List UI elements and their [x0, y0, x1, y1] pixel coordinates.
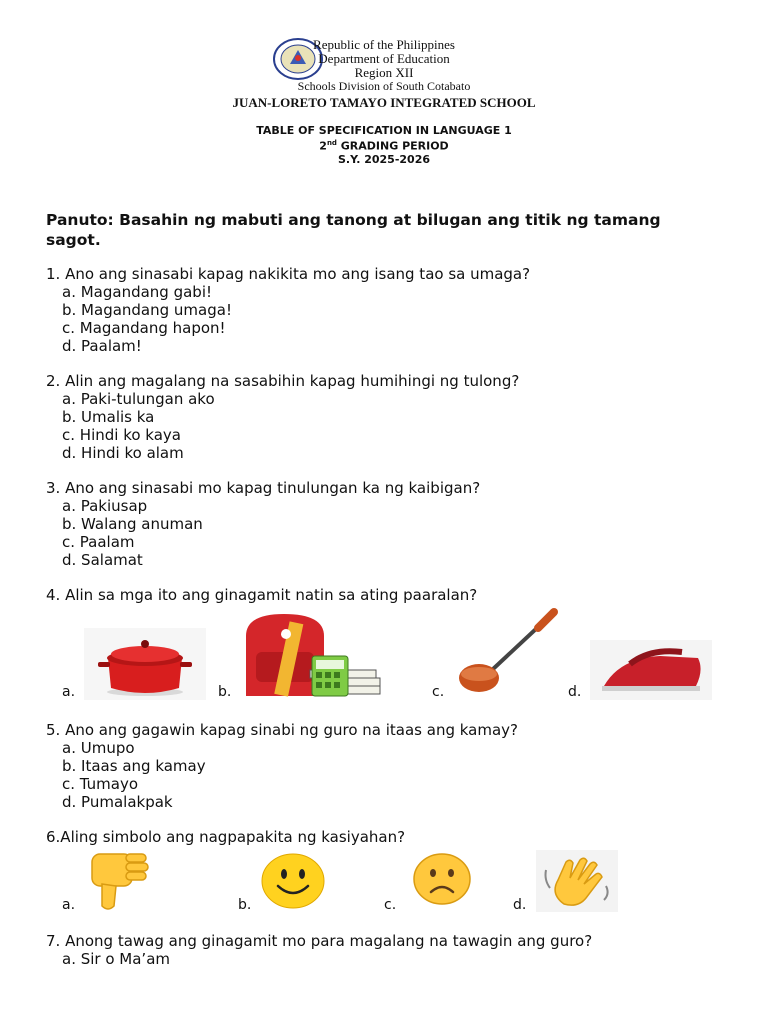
tos-period: [0, 137, 768, 153]
option-d: d. Salamat: [62, 551, 143, 569]
question-6: 6.Aling simbolo ang nagpapakita ng kasiyahan?: [46, 828, 406, 846]
instructions: Panuto: Basahin ng mabuti ang tanong at bilugan ang titik ng tamang sagot.: [46, 211, 661, 249]
smiley-face-icon: [260, 852, 326, 910]
header-school-name: JUAN-LORETO TAMAYO INTEGRATED SCHOOL: [232, 95, 536, 110]
picture-label-a: a.: [62, 897, 76, 913]
option-a: a. Umupo: [62, 739, 135, 757]
option-b: b. Magandang umaga!: [62, 301, 232, 319]
option-a: a. Magandang gabi!: [62, 283, 213, 301]
question-1-options: [62, 283, 232, 355]
option-d: d. Pumalakpak: [62, 793, 173, 811]
school-supplies-icon: [238, 608, 382, 702]
option-c: c. Tumayo: [62, 775, 139, 793]
picture-label-b: b.: [238, 897, 252, 913]
picture-label-c: c.: [432, 684, 445, 700]
tos-period-number: 2: [319, 139, 327, 153]
tos-title: TABLE OF SPECIFICATION IN LANGUAGE 1: [256, 124, 512, 137]
cooking-pot-icon: [84, 628, 206, 700]
header-division: Schools Division of South Cotabato: [297, 79, 471, 93]
option-c: c. Hindi ko kaya: [62, 426, 181, 444]
option-c: c. Magandang hapon!: [62, 319, 226, 337]
option-a: a. Sir o Ma’am: [62, 950, 171, 968]
thumbs-down-icon: [86, 850, 152, 912]
option-b: b. Walang anuman: [62, 515, 203, 533]
question-5-options: [62, 739, 206, 811]
question-4: 4. Alin sa mga ito ang ginagamit natin sa ating paaralan?: [46, 586, 478, 604]
flat-iron-icon: [590, 640, 712, 700]
question-7-options: [62, 950, 170, 968]
option-d: d. Paalam!: [62, 337, 142, 355]
picture-label-c: c.: [384, 897, 397, 913]
option-b: b. Itaas ang kamay: [62, 757, 206, 775]
option-c: c. Paalam: [62, 533, 135, 551]
picture-label-d: d.: [568, 684, 582, 700]
header-republic: Republic of the Philippines: [313, 37, 455, 52]
option-a: a. Paki-tulungan ako: [62, 390, 215, 408]
picture-label-d: d.: [513, 897, 527, 913]
question-2: 2. Alin ang magalang na sasabihin kapag humihingi ng tulong?: [46, 372, 520, 390]
tos-school-year: S.Y. 2025-2026: [337, 152, 431, 166]
picture-label-a: a.: [62, 684, 76, 700]
header-region: Region XII: [354, 65, 414, 80]
question-5: 5. Ano ang gagawin kapag sinabi ng guro na itaas ang kamay?: [46, 721, 519, 739]
sad-face-icon: [412, 852, 472, 906]
ladle-icon: [454, 608, 560, 694]
option-a: a. Pakiusap: [62, 497, 148, 515]
waving-hand-icon: [536, 850, 618, 912]
question-3-options: [62, 497, 203, 569]
question-3: 3. Ano ang sinasabi mo kapag tinulungan ka ng kaibigan?: [46, 479, 481, 497]
option-b: b. Umalis ka: [62, 408, 155, 426]
question-1: 1. Ano ang sinasabi kapag nakikita mo ang isang tao sa umaga?: [46, 265, 531, 283]
tos-period-suffix: nd: [326, 139, 337, 147]
option-d: d. Hindi ko alam: [62, 444, 184, 462]
question-7: 7. Anong tawag ang ginagamit mo para magalang na tawagin ang guro?: [46, 932, 593, 950]
header-department: Department of Education: [318, 51, 450, 66]
tos-period-text: GRADING PERIOD: [336, 139, 449, 153]
tos-title-block: [0, 124, 768, 166]
question-2-options: [62, 390, 215, 462]
document-header: [0, 38, 768, 110]
picture-label-b: b.: [218, 684, 232, 700]
